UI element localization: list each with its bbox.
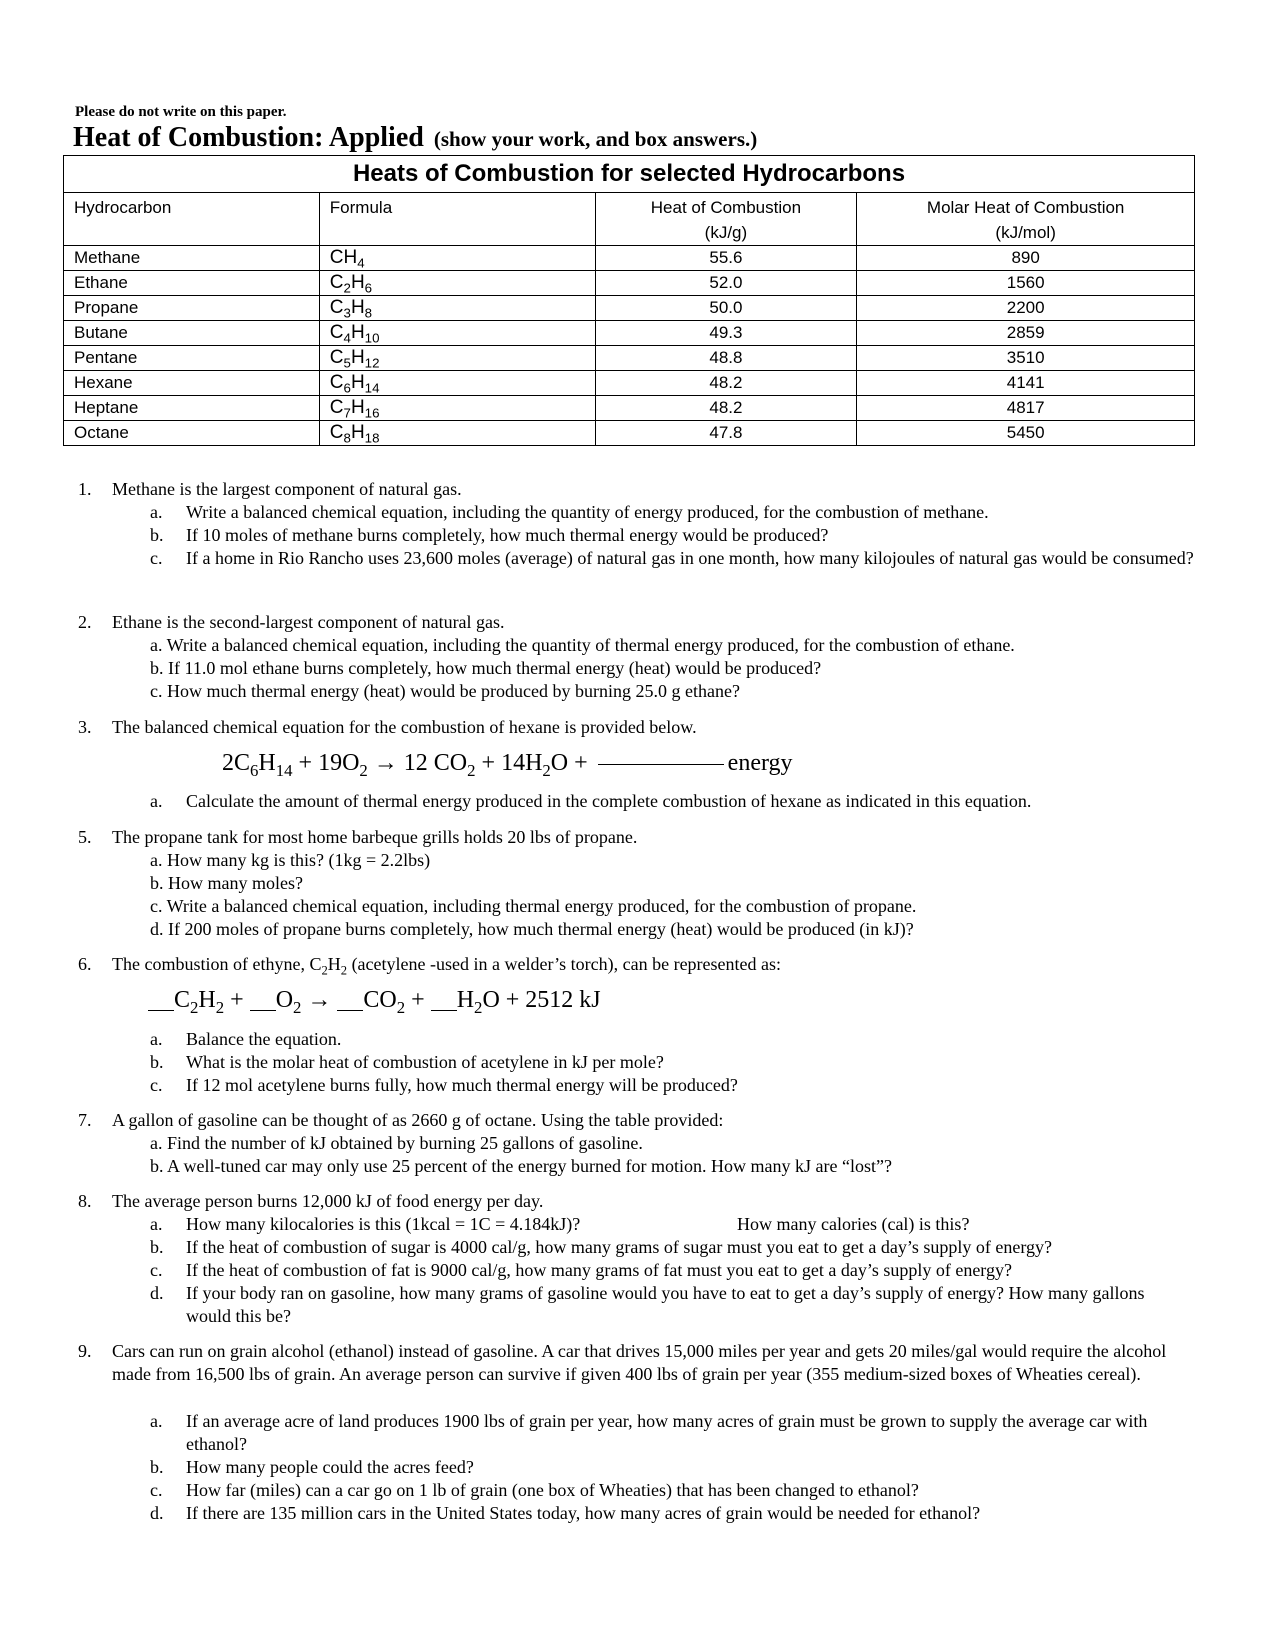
worksheet-page: Please do not write on this paper. Heat of Combustion: Applied (show your work, and box answers.) Heats of Combustion for selected Hydrocarbons Hydrocarbon Formula Heat of Combustion (kJ/g) Molar Heat of Combustion (kJ/mol) Methane $CH_4$ 55.6 890 Ethane $C_2H_6$ 52.0 1560 Propane $C_3H_8$ 50.0 2200 Butane $C_4H_{10}$ 49.3 2859 Pentane $C_5H_{12}$ 48.8 3510 Hexane $C_6H_{14}$ 48.2 4141 Heptane $C_7H_{16}$ 48.2 4817 Octane $C_8H_{18}$ 47.8 5450 1. Methane is the largest component of natural gas. a. Write a balanced chemical equation, including the quantity of energy produced, for the combustion of methane. b. If 10 moles of methane burns completely, how much thermal energy would be produced? c. If a home in Rio Rancho uses 23,600 moles (average) of natural gas in one month, how many kilojoules of natural gas would be consumed? 2. Ethane is the second-largest component of natural gas. a. Write a balanced chemical equation, including the quantity of thermal energy produced, for the combustion of ethane. b. If 11.0 mol ethane burns completely, how much thermal energy (heat) would be produced? c. How much thermal energy (heat) would be produced by burning 25.0 g ethane? 3. The balanced chemical equation for the combustion of hexane is provided below. $2C_6H_{14} + 19O_2 \to 12$ $CO_2 + 14H_2O$ + energy a. Calculate the amount of thermal energy produced in the complete combustion of hexane as indicated in this equation. 5. The propane tank for most home barbeque grills holds 20 lbs of propane. a. How many kg is this? (1kg = 2.2lbs) b. How many moles? c. Write a balanced chemical equation, including thermal energy produced, for the combustion of propane. d. If 200 moles of propane burns completely, how much thermal energy (heat) would be produced (in kJ)? 6. The combustion of ethyne, $C_2H_2$ (acetylene -used in a welder’s torch), can be represented as: $C_2H_2 + O_2 \to CO_2 + H_2O + 2512$ kJ a. Balance the equation. b. What is the molar heat of combustion of acetylene in kJ per mole? c. If 12 mol acetylene burns fully, how much thermal energy will be produced? 7. A gallon of gasoline can be thought of as 2660 g of octane. Using the table provided: a. Find the number of kJ obtained by burning 25 gallons of gasoline. b. A well-tuned car may only use 25 percent of the energy burned for motion. How many kJ are “lost”? 8. The average person burns 12,000 kJ of food energy per day. a. How many kilocalories is this (1kcal = 1C = 4.184kJ)? How many calories (cal) is this? b. If the heat of combustion of sugar is 4000 cal/g, how many grams of sugar must you eat to get a day’s supply of energy? c. If the heat of combustion of fat is 9000 cal/g, how many grams of fat must you eat to get a day’s supply of energy? d. If your body ran on gasoline, how many grams of gasoline would you have to eat to get a day’s supply of energy? How many gallons would this be? 9. Cars can run on grain alcohol (ethanol) instead of gasoline. A car that drives 15,000 miles per year and gets 20 miles/gal would require the alcohol made from 16,500 lbs of grain. An average person can survive if given 400 lbs of grain per year (355 medium-sized boxes of Wheaties cereal). a. If an average acre of land produces 1900 lbs of grain per year, how many acres of grain must be grown to supply the average car with ethanol? b. How many people could the acres feed? c. How far (miles) can a car go on 1 lb of grain (one box of Wheaties) that has been changed to ethanol? d. If there are 135 million cars in the United States today, how many acres of grain would be needed for ethanol? bbox=[0, 0, 1275, 1650]
heat-kjmol: 5450 bbox=[857, 421, 1195, 446]
heat-kjmol: 4817 bbox=[857, 396, 1195, 421]
table-row bbox=[64, 371, 1195, 396]
ethyne-equation: $C_2H_2 + O_2 \to CO_2 + H_2O + 2512$ kJ bbox=[148, 987, 601, 1014]
question-text: A gallon of gasoline can be thought of as 2660 g of octane. Using the table provided: bbox=[112, 1110, 724, 1130]
question-number: 7. bbox=[78, 1110, 92, 1130]
formula-cell: $C_7H_{16}$ bbox=[319, 396, 595, 421]
heat-kjmol: 4141 bbox=[857, 371, 1195, 396]
q5-part-d: d. If 200 moles of propane burns completely, how much thermal energy (heat) would be produced (in kJ)? bbox=[150, 919, 914, 939]
question-text: The propane tank for most home barbeque grills holds 20 lbs of propane. bbox=[112, 827, 638, 847]
question-text: Methane is the largest component of natural gas. bbox=[112, 479, 462, 499]
heat-kjg: 48.2 bbox=[595, 371, 857, 396]
heat-kjmol: 2859 bbox=[857, 321, 1195, 346]
question-number: 2. bbox=[78, 612, 92, 632]
table-title-row bbox=[64, 156, 1195, 193]
do-not-write-notice: Please do not write on this paper. bbox=[75, 104, 287, 120]
heat-kjg: 50.0 bbox=[595, 296, 857, 321]
header-molar-heat: Molar Heat of Combustion (kJ/mol) bbox=[857, 193, 1195, 246]
heat-kjmol: 2200 bbox=[857, 296, 1195, 321]
question-text: Ethane is the second-largest component of natural gas. bbox=[112, 612, 505, 632]
table-row bbox=[64, 296, 1195, 321]
title-text: Heat of Combustion: Applied bbox=[73, 122, 424, 153]
formula-cell: $C_2H_6$ bbox=[319, 271, 595, 296]
table-row bbox=[64, 246, 1195, 271]
question-text: Cars can run on grain alcohol (ethanol) instead of gasoline. A car that drives 15,000 miles per year and gets 20 miles/gal would require the alcohol made from 16,500 lbs of grain. An average person can survive if given 400 lbs of grain per year (355 medium-sized boxes of Wheaties cereal). bbox=[112, 1341, 1167, 1384]
heat-kjmol: 890 bbox=[857, 246, 1195, 271]
title-instructions: (show your work, and box answers.) bbox=[433, 127, 758, 151]
formula-cell: $C_8H_{18}$ bbox=[319, 421, 595, 446]
hydrocarbon-name: Pentane bbox=[64, 346, 320, 371]
hydrocarbon-name: Propane bbox=[64, 296, 320, 321]
heat-kjg: 47.8 bbox=[595, 421, 857, 446]
question-number: 8. bbox=[78, 1191, 92, 1211]
formula-cell: $C_6H_{14}$ bbox=[319, 371, 595, 396]
q7-part-a: a. Find the number of kJ obtained by burning 25 gallons of gasoline. bbox=[150, 1133, 643, 1153]
header-formula: Formula bbox=[319, 193, 595, 246]
q5-part-c: c. Write a balanced chemical equation, including thermal energy produced, for the combustion of propane. bbox=[150, 896, 917, 916]
table-row bbox=[64, 271, 1195, 296]
heat-kjmol: 1560 bbox=[857, 271, 1195, 296]
formula-cell: $C_4H_{10}$ bbox=[319, 321, 595, 346]
hydrocarbon-name: Heptane bbox=[64, 396, 320, 421]
heat-kjg: 48.8 bbox=[595, 346, 857, 371]
hydrocarbon-name: Butane bbox=[64, 321, 320, 346]
question-number: 9. bbox=[78, 1341, 92, 1361]
heat-kjmol: 3510 bbox=[857, 346, 1195, 371]
table-row bbox=[64, 396, 1195, 421]
question-number: 3. bbox=[78, 717, 92, 737]
q8-part-a-calories: How many calories (cal) is this? bbox=[737, 1214, 970, 1234]
hydrocarbon-name: Octane bbox=[64, 421, 320, 446]
question-number: 5. bbox=[78, 827, 92, 847]
q2-part-a: a. Write a balanced chemical equation, including the quantity of thermal energy produced, for the combustion of ethane. bbox=[150, 635, 1015, 655]
table-row bbox=[64, 346, 1195, 371]
table-row bbox=[64, 421, 1195, 446]
header-heat-kjg: Heat of Combustion (kJ/g) bbox=[595, 193, 857, 246]
table-row bbox=[64, 321, 1195, 346]
hexane-equation: $2C_6H_{14} + 19O_2 \to 12$ $CO_2 + 14H_2O$ + energy bbox=[222, 750, 793, 780]
question-number: 1. bbox=[78, 479, 92, 499]
header-hydrocarbon: Hydrocarbon bbox=[64, 193, 320, 246]
heats-of-combustion-table bbox=[63, 155, 1195, 446]
page-title bbox=[73, 122, 757, 154]
energy-blank bbox=[598, 763, 724, 765]
formula-cell: $C_5H_{12}$ bbox=[319, 346, 595, 371]
question-text: The combustion of ethyne, $C_2H_2$ (acetylene -used in a welder’s torch), can be represented as: bbox=[112, 954, 782, 978]
hydrocarbon-name: Hexane bbox=[64, 371, 320, 396]
heat-kjg: 48.2 bbox=[595, 396, 857, 421]
q2-part-c: c. How much thermal energy (heat) would be produced by burning 25.0 g ethane? bbox=[150, 681, 740, 701]
q5-part-b: b. How many moles? bbox=[150, 873, 303, 893]
q5-part-a: a. How many kg is this? (1kg = 2.2lbs) bbox=[150, 850, 431, 870]
question-text: The average person burns 12,000 kJ of food energy per day. bbox=[112, 1191, 544, 1211]
table-title: Heats of Combustion for selected Hydrocarbons bbox=[64, 156, 1195, 193]
heat-kjg: 55.6 bbox=[595, 246, 857, 271]
heat-kjg: 52.0 bbox=[595, 271, 857, 296]
hydrocarbon-name: Ethane bbox=[64, 271, 320, 296]
q2-part-b: b. If 11.0 mol ethane burns completely, how much thermal energy (heat) would be produced? bbox=[150, 658, 822, 678]
formula-cell: $CH_4$ bbox=[319, 246, 595, 271]
question-text: The balanced chemical equation for the combustion of hexane is provided below. bbox=[112, 717, 697, 737]
question-number: 6. bbox=[78, 954, 92, 974]
table-header-row bbox=[64, 193, 1195, 246]
heat-kjg: 49.3 bbox=[595, 321, 857, 346]
q7-part-b: b. A well-tuned car may only use 25 percent of the energy burned for motion. How many kJ are “lost”? bbox=[150, 1156, 892, 1176]
hydrocarbon-name: Methane bbox=[64, 246, 320, 271]
formula-cell: $C_3H_8$ bbox=[319, 296, 595, 321]
